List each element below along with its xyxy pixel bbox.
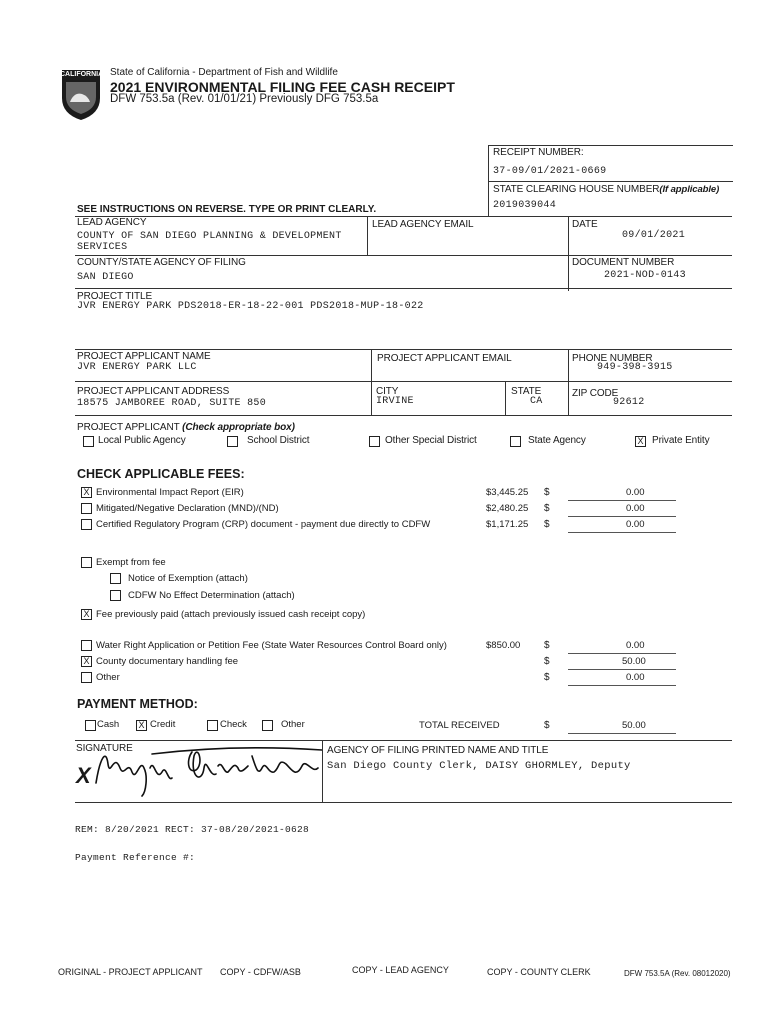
- lead-agency-label: LEAD AGENCY: [77, 217, 147, 228]
- county-fee-label: County documentary handling fee: [96, 656, 239, 667]
- fee-rate-mnd: $2,480.25: [486, 503, 529, 514]
- other-fee-amount: 0.00: [626, 672, 645, 683]
- state-label: STATE: [511, 386, 542, 397]
- lead-agency-line1: COUNTY OF SAN DIEGO PLANNING & DEVELOPMENT: [77, 231, 342, 242]
- footer-copy-lead: COPY - LEAD AGENCY: [352, 965, 449, 975]
- applicant-name-label: PROJECT APPLICANT NAME: [77, 351, 211, 362]
- type-checkbox-school[interactable]: [227, 436, 238, 447]
- document-number-label: DOCUMENT NUMBER: [572, 257, 675, 268]
- water-amount: 0.00: [626, 640, 645, 651]
- fee-checkbox-eir[interactable]: X: [81, 487, 92, 498]
- dept-name: State of California - Department of Fish and Wildlife: [110, 67, 338, 78]
- footer-copy-original: ORIGINAL - PROJECT APPLICANT: [58, 967, 203, 977]
- clearing-house-label: [493, 184, 719, 195]
- type-checkbox-special[interactable]: [369, 436, 380, 447]
- type-label-local: Local Public Agency: [98, 435, 186, 446]
- applicant-email-label: PROJECT APPLICANT EMAIL: [377, 353, 512, 364]
- signature-x: X: [76, 763, 91, 788]
- water-label: Water Right Application or Petition Fee (State Water Resources Control Board only): [96, 640, 447, 651]
- payment-reference: Payment Reference #:: [75, 852, 196, 863]
- city-label: CITY: [376, 386, 399, 397]
- zip-value: 92612: [613, 397, 645, 408]
- fee-currency-crp: $: [544, 519, 550, 530]
- prev-paid-label: Fee previously paid (attach previously issued cash receipt copy): [96, 609, 366, 620]
- state-value: CA: [530, 396, 543, 407]
- rem-note: REM: 8/20/2021 RECT: 37-08/20/2021-0628: [75, 824, 310, 835]
- water-rate: $850.00: [486, 640, 521, 651]
- applicant-type-label-text: PROJECT APPLICANT: [77, 422, 180, 433]
- project-title-label: PROJECT TITLE: [77, 291, 153, 302]
- fees-heading: CHECK APPLICABLE FEES:: [77, 467, 245, 481]
- total-label: TOTAL RECEIVED: [419, 720, 500, 731]
- exempt-checkbox[interactable]: [81, 557, 92, 568]
- seal-text: CALIFORNIA: [60, 71, 104, 78]
- address-label: PROJECT APPLICANT ADDRESS: [77, 386, 230, 397]
- type-checkbox-private[interactable]: X: [635, 436, 646, 447]
- other-fee-label: Other: [96, 672, 120, 683]
- type-label-special: Other Special District: [385, 435, 477, 446]
- state-seal: [60, 68, 102, 122]
- pay-label-check: Check: [220, 719, 247, 730]
- cdfw-label: CDFW No Effect Determination (attach): [128, 590, 295, 601]
- pay-label-credit: Credit: [150, 719, 176, 730]
- total-amount: 50.00: [622, 720, 646, 731]
- fee-label-mnd: Mitigated/Negative Declaration (MND)/(ND): [96, 503, 279, 514]
- date-value: 09/01/2021: [622, 230, 686, 241]
- other-fee-currency: $: [544, 672, 550, 683]
- applicant-type-note: (Check appropriate box): [182, 422, 295, 433]
- footer-copy-county: COPY - COUNTY CLERK: [487, 967, 591, 977]
- phone-number: 949-398-3915: [597, 362, 673, 373]
- noe-checkbox[interactable]: [110, 573, 121, 584]
- agency-name-label: AGENCY OF FILING PRINTED NAME AND TITLE: [327, 745, 549, 756]
- pay-checkbox-cash[interactable]: [85, 720, 96, 731]
- pay-checkbox-check[interactable]: [207, 720, 218, 731]
- noe-label: Notice of Exemption (attach): [128, 573, 248, 584]
- fee-currency-eir: $: [544, 487, 550, 498]
- type-label-private: Private Entity: [652, 435, 710, 446]
- total-currency: $: [544, 720, 550, 731]
- exempt-label: Exempt from fee: [96, 557, 166, 568]
- clearing-house-note: (If applicable): [659, 184, 720, 195]
- address-value: 18575 JAMBOREE ROAD, SUITE 850: [77, 398, 267, 409]
- fee-amount-crp: 0.00: [626, 519, 645, 530]
- fee-rate-crp: $1,171.25: [486, 519, 529, 530]
- type-checkbox-state[interactable]: [510, 436, 521, 447]
- county-fee-currency: $: [544, 656, 550, 667]
- pay-label-cash: Cash: [97, 719, 120, 730]
- payment-heading: PAYMENT METHOD:: [77, 697, 198, 711]
- city-value: IRVINE: [376, 396, 414, 407]
- county-filing-value: SAN DIEGO: [77, 272, 134, 283]
- signature-label: SIGNATURE: [76, 743, 133, 754]
- fee-label-eir: Environmental Impact Report (EIR): [96, 487, 244, 498]
- type-label-school: School District: [247, 435, 310, 446]
- cdfw-checkbox[interactable]: [110, 590, 121, 601]
- receipt-number: 37-09/01/2021-0669: [493, 166, 607, 177]
- lead-agency-line2: SERVICES: [77, 242, 128, 253]
- water-checkbox[interactable]: [81, 640, 92, 651]
- lead-agency-email-label: LEAD AGENCY EMAIL: [372, 219, 474, 230]
- clearing-house-label-text: STATE CLEARING HOUSE NUMBER: [493, 184, 660, 195]
- fee-checkbox-mnd[interactable]: [81, 503, 92, 514]
- county-fee-amount: 50.00: [622, 656, 646, 667]
- other-fee-checkbox[interactable]: [81, 672, 92, 683]
- type-label-state: State Agency: [528, 435, 586, 446]
- water-currency: $: [544, 640, 550, 651]
- agency-name-value: San Diego County Clerk, DAISY GHORMLEY, Deputy: [327, 760, 631, 772]
- type-checkbox-local[interactable]: [83, 436, 94, 447]
- fee-amount-eir: 0.00: [626, 487, 645, 498]
- footer-copy-cdfw: COPY - CDFW/ASB: [220, 967, 301, 977]
- applicant-type-label: [77, 422, 295, 433]
- fee-label-crp: Certified Regulatory Program (CRP) document - payment due directly to CDFW: [96, 519, 431, 530]
- instructions: SEE INSTRUCTIONS ON REVERSE. TYPE OR PRINT CLEARLY.: [77, 204, 377, 215]
- footer-form-id: DFW 753.5A (Rev. 08012020): [624, 969, 731, 978]
- fee-rate-eir: $3,445.25: [486, 487, 529, 498]
- county-fee-checkbox[interactable]: X: [81, 656, 92, 667]
- applicant-name: JVR ENERGY PARK LLC: [77, 362, 197, 373]
- fee-currency-mnd: $: [544, 503, 550, 514]
- fee-amount-mnd: 0.00: [626, 503, 645, 514]
- phone-label: PHONE NUMBER: [572, 353, 653, 364]
- county-filing-label: COUNTY/STATE AGENCY OF FILING: [77, 257, 246, 268]
- pay-checkbox-other[interactable]: [262, 720, 273, 731]
- form-id: DFW 753.5a (Rev. 01/01/21) Previously DFG 753.5a: [110, 93, 379, 105]
- clearing-house-number: 2019039044: [493, 200, 557, 211]
- handwritten-signature: [92, 738, 328, 798]
- page-title: 2021 ENVIRONMENTAL FILING FEE CASH RECEIPT: [110, 79, 455, 95]
- zip-label: ZIP CODE: [572, 388, 619, 399]
- date-label: DATE: [572, 219, 598, 230]
- receipt-number-label: RECEIPT NUMBER:: [493, 147, 584, 158]
- pay-label-other: Other: [281, 719, 305, 730]
- document-number: 2021-NOD-0143: [604, 270, 686, 281]
- prev-paid-checkbox[interactable]: X: [81, 609, 92, 620]
- project-title: JVR ENERGY PARK PDS2018-ER-18-22-001 PDS2018-MUP-18-022: [77, 301, 424, 312]
- fee-checkbox-crp[interactable]: [81, 519, 92, 530]
- pay-checkbox-credit[interactable]: X: [136, 720, 147, 731]
